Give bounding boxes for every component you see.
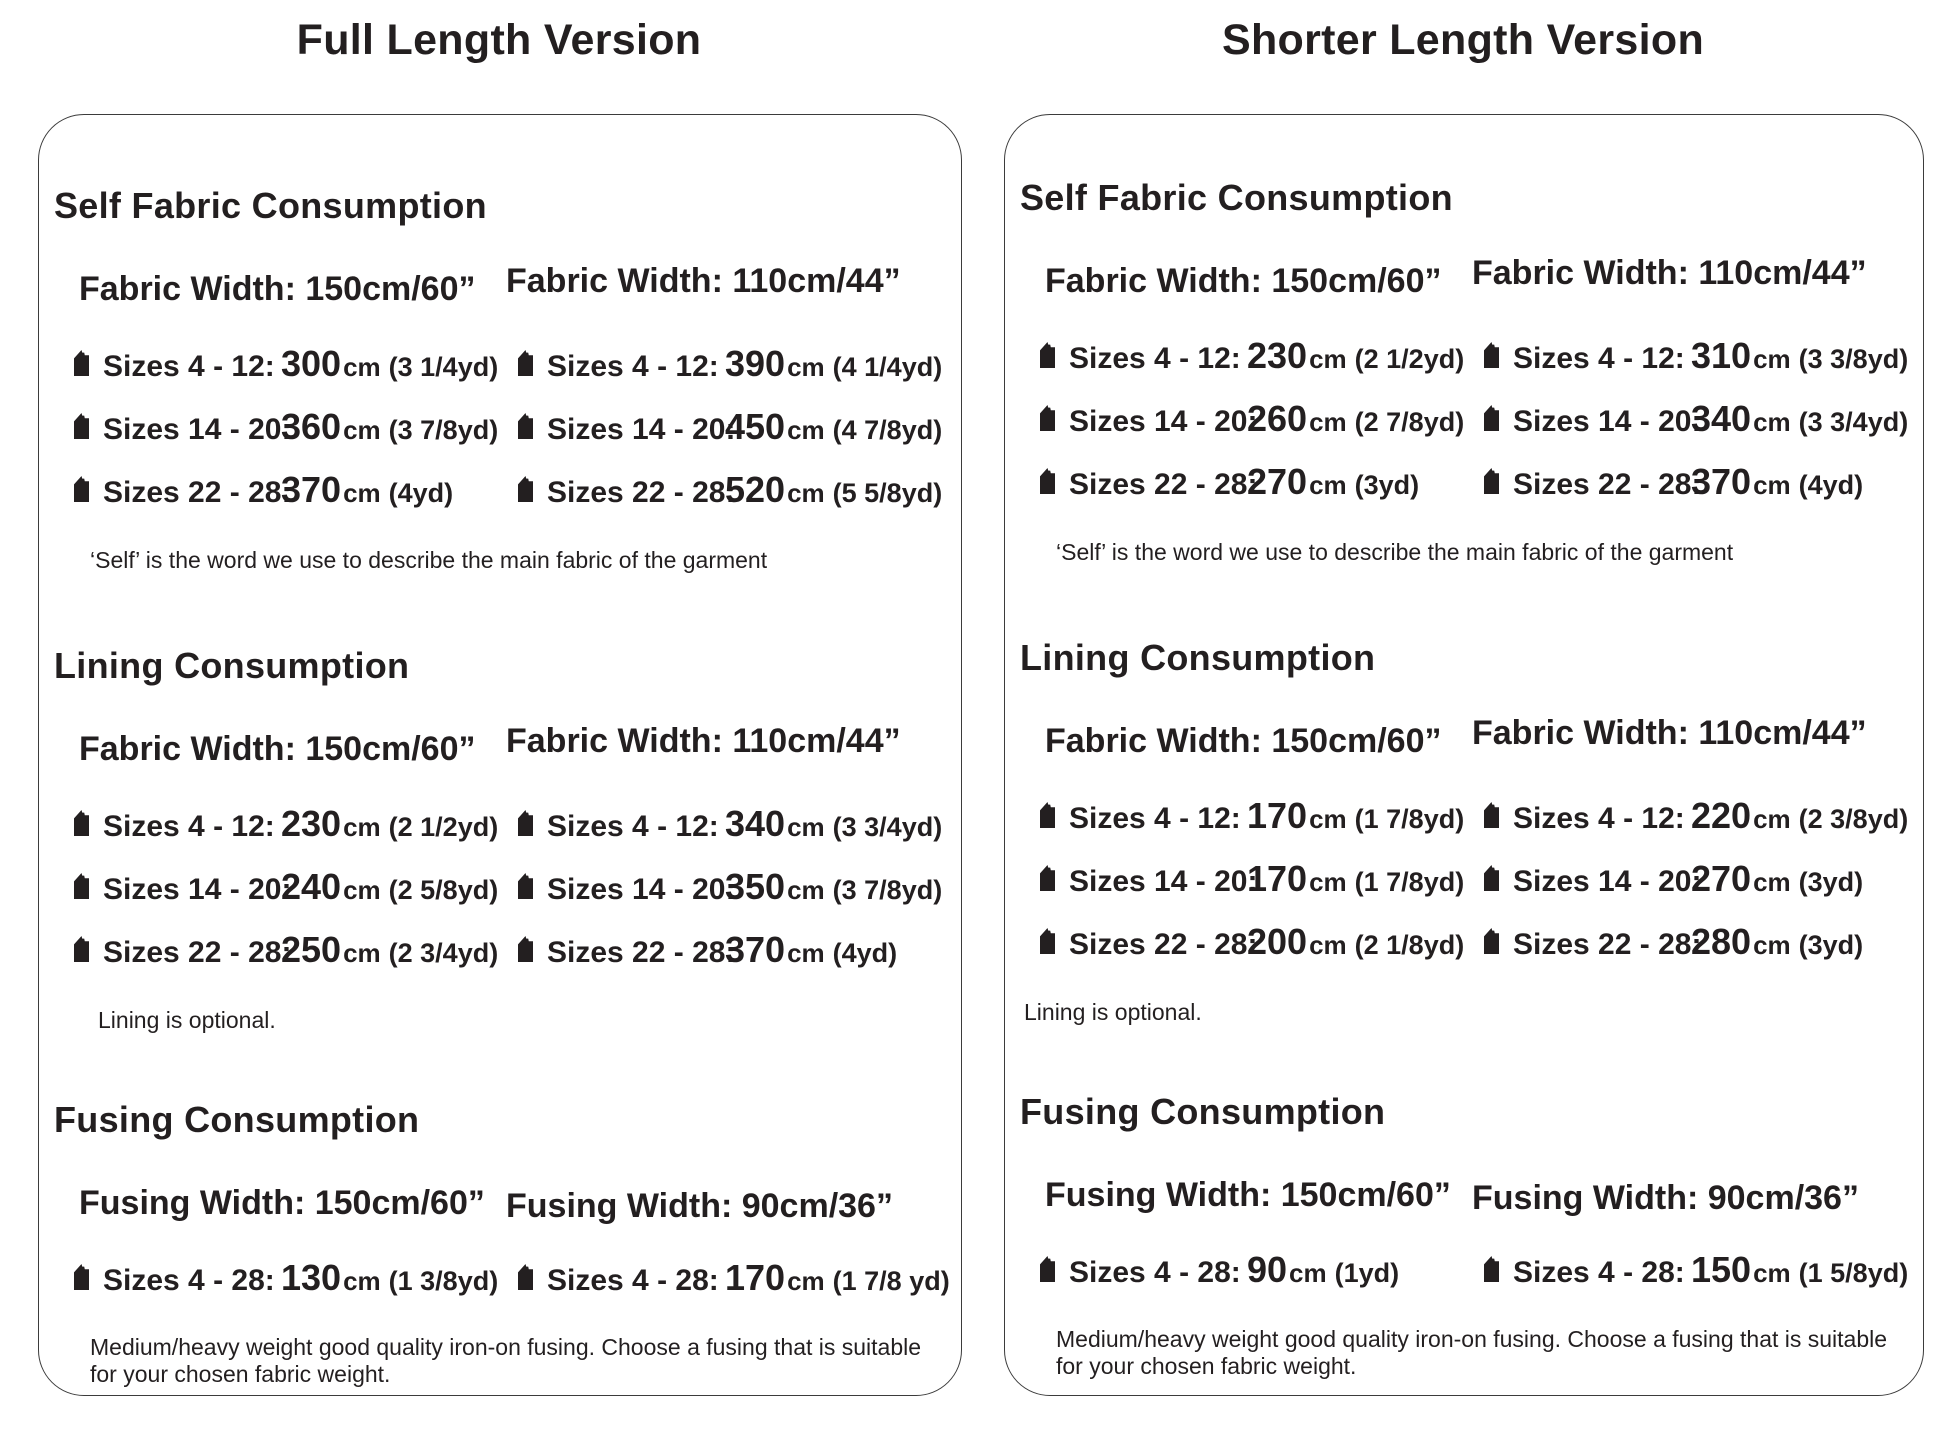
size-row (74, 343, 506, 383)
size-range-label: Sizes 22 - 28: (547, 936, 736, 969)
unit-cm: cm (787, 938, 825, 968)
columns (54, 1185, 951, 1320)
fabric-width-label: Fabric Width: 110cm/44” (506, 262, 901, 300)
panel-title-full-length: Full Length Version (296, 16, 702, 64)
unit-cm: cm (343, 1266, 381, 1296)
length-yd: (5 5/8yd) (832, 478, 943, 508)
fusing-note (1056, 1326, 1913, 1380)
length-cm: 360 (281, 406, 342, 447)
length-cm: 310 (1691, 335, 1752, 376)
size-row (518, 929, 951, 969)
length-cm: 520 (725, 469, 786, 510)
size-row (518, 1257, 951, 1297)
self-fabric-section (54, 187, 951, 574)
length-cm: 340 (1691, 398, 1752, 439)
length-yd: (2 5/8yd) (388, 875, 499, 905)
unit-cm: cm (1753, 867, 1791, 897)
fabric-bolt-icon (1040, 405, 1055, 431)
lining-section (54, 647, 951, 1034)
fabric-bolt-icon (1484, 342, 1499, 368)
fabric-bolt-icon (74, 936, 89, 962)
fabric-bolt-icon (74, 1264, 89, 1290)
section-heading: Fusing Consumption (54, 1099, 420, 1140)
self-fabric-section (1020, 179, 1913, 566)
size-range-label: Sizes 14 - 20: (1069, 405, 1258, 438)
size-range-label: Sizes 4 - 12: (1513, 342, 1685, 375)
shorter-length-panel (1004, 114, 1924, 1396)
fabric-bolt-icon (74, 873, 89, 899)
size-range-label: Sizes 22 - 28: (1513, 928, 1702, 961)
size-range-label: Sizes 4 - 12: (103, 810, 275, 843)
size-range-label: Sizes 4 - 28: (103, 1264, 275, 1297)
size-row (518, 406, 951, 446)
length-yd: (1 7/8yd) (1354, 867, 1465, 897)
length-yd: (3yd) (1354, 470, 1420, 500)
fabric-bolt-icon (1040, 802, 1055, 828)
unit-cm: cm (1309, 804, 1347, 834)
fabric-width-label: Fabric Width: 110cm/44” (1472, 254, 1867, 292)
column-90cm (1472, 1177, 1913, 1312)
size-range-label: Sizes 4 - 12: (1069, 342, 1241, 375)
column-110cm (1472, 714, 1913, 984)
fabric-bolt-icon (74, 350, 89, 376)
length-yd: (1yd) (1334, 1258, 1400, 1288)
lining-note: Lining is optional. (1024, 999, 1202, 1025)
size-row (1040, 921, 1472, 961)
fusing-note-line: Medium/heavy weight good quality iron-on fusing. Choose a fusing that is suitable (1056, 1326, 1888, 1352)
length-yd: (2 1/2yd) (388, 812, 499, 842)
column-110cm (506, 262, 951, 532)
fusing-width-label: Fusing Width: 90cm/36” (1472, 1179, 1859, 1217)
size-range-label: Sizes 22 - 28: (103, 476, 292, 509)
size-row (1484, 921, 1913, 961)
length-yd: (2 3/4yd) (388, 938, 499, 968)
length-yd: (3yd) (1798, 867, 1864, 897)
size-range-label: Sizes 14 - 20: (1513, 865, 1702, 898)
length-cm: 270 (1691, 858, 1752, 899)
size-row (518, 343, 951, 383)
length-cm: 390 (725, 343, 786, 384)
unit-cm: cm (787, 1266, 825, 1296)
lining-section (1020, 639, 1913, 1026)
size-range-label: Sizes 4 - 12: (547, 350, 719, 383)
unit-cm: cm (1753, 1258, 1791, 1288)
length-yd: (4yd) (388, 478, 454, 508)
column-150cm (1020, 1177, 1472, 1312)
fusing-note (90, 1334, 951, 1388)
length-cm: 370 (725, 929, 786, 970)
length-yd: (3 3/4yd) (832, 812, 943, 842)
size-row (1484, 795, 1913, 835)
fusing-section (1020, 1093, 1913, 1380)
length-yd: (2 1/2yd) (1354, 344, 1465, 374)
length-cm: 150 (1691, 1249, 1752, 1290)
unit-cm: cm (343, 352, 381, 382)
unit-cm: cm (343, 938, 381, 968)
length-cm: 260 (1247, 398, 1308, 439)
length-yd: (3yd) (1798, 930, 1864, 960)
fabric-width-label: Fabric Width: 150cm/60” (1045, 262, 1442, 300)
unit-cm: cm (1753, 930, 1791, 960)
size-range-label: Sizes 4 - 28: (1513, 1256, 1685, 1289)
fusing-note-line: for your chosen fabric weight. (1056, 1353, 1357, 1379)
length-yd: (3 3/4yd) (1798, 407, 1909, 437)
lining-note: Lining is optional. (98, 1007, 276, 1033)
size-range-label: Sizes 14 - 20: (1513, 405, 1702, 438)
size-row (1040, 461, 1472, 501)
fusing-width-label: Fusing Width: 90cm/36” (506, 1187, 893, 1225)
size-row (74, 866, 506, 906)
columns (54, 262, 951, 532)
length-yd: (3 3/8yd) (1798, 344, 1909, 374)
column-110cm (1472, 254, 1913, 524)
length-cm: 450 (725, 406, 786, 447)
unit-cm: cm (1309, 407, 1347, 437)
size-range-label: Sizes 4 - 28: (547, 1264, 719, 1297)
length-cm: 170 (725, 1257, 786, 1298)
size-row (1484, 398, 1913, 438)
size-range-label: Sizes 14 - 20: (103, 413, 292, 446)
length-cm: 90 (1247, 1249, 1288, 1290)
length-cm: 240 (281, 866, 342, 907)
size-range-label: Sizes 4 - 12: (103, 350, 275, 383)
length-yd: (2 7/8yd) (1354, 407, 1465, 437)
fabric-bolt-icon (518, 873, 533, 899)
size-range-label: Sizes 14 - 20: (547, 873, 736, 906)
size-row (1040, 398, 1472, 438)
length-cm: 370 (281, 469, 342, 510)
columns (1020, 714, 1913, 984)
length-yd: (4yd) (832, 938, 898, 968)
unit-cm: cm (343, 812, 381, 842)
columns (54, 722, 951, 992)
fabric-width-label: Fabric Width: 110cm/44” (506, 722, 901, 760)
size-row (74, 469, 506, 509)
self-note: ‘Self’ is the word we use to describe the main fabric of the garment (1056, 539, 1734, 565)
length-cm: 200 (1247, 921, 1308, 962)
fabric-bolt-icon (518, 936, 533, 962)
fusing-note-line: Medium/heavy weight good quality iron-on fusing. Choose a fusing that is suitable (90, 1334, 922, 1360)
size-row (74, 1257, 506, 1297)
column-90cm (506, 1185, 951, 1320)
length-yd: (4yd) (1798, 470, 1864, 500)
size-row (518, 866, 951, 906)
length-yd: (4 7/8yd) (832, 415, 943, 445)
unit-cm: cm (343, 415, 381, 445)
length-cm: 250 (281, 929, 342, 970)
self-note: ‘Self’ is the word we use to describe the main fabric of the garment (90, 547, 768, 573)
size-range-label: Sizes 4 - 12: (547, 810, 719, 843)
size-row (1040, 858, 1472, 898)
unit-cm: cm (1309, 344, 1347, 374)
fabric-bolt-icon (1484, 405, 1499, 431)
length-cm: 220 (1691, 795, 1752, 836)
fusing-width-label: Fusing Width: 150cm/60” (1045, 1176, 1451, 1214)
length-cm: 170 (1247, 795, 1308, 836)
length-yd: (4 1/4yd) (832, 352, 943, 382)
size-range-label: Sizes 22 - 28: (1069, 928, 1258, 961)
fusing-section (54, 1101, 951, 1388)
unit-cm: cm (343, 875, 381, 905)
size-row (1484, 335, 1913, 375)
fabric-bolt-icon (74, 810, 89, 836)
column-150cm (54, 271, 506, 532)
unit-cm: cm (787, 478, 825, 508)
fusing-note-line: for your chosen fabric weight. (90, 1361, 391, 1387)
section-heading: Self Fabric Consumption (1020, 177, 1453, 218)
fabric-bolt-icon (74, 413, 89, 439)
panel-title-shorter-length: Shorter Length Version (1221, 16, 1705, 64)
size-range-label: Sizes 14 - 20: (103, 873, 292, 906)
fabric-bolt-icon (1040, 468, 1055, 494)
section-heading: Lining Consumption (1020, 637, 1376, 678)
length-yd: (3 7/8yd) (832, 875, 943, 905)
size-row (74, 929, 506, 969)
length-yd: (3 1/4yd) (388, 352, 499, 382)
unit-cm: cm (1309, 930, 1347, 960)
fabric-bolt-icon (1484, 928, 1499, 954)
length-cm: 170 (1247, 858, 1308, 899)
length-cm: 230 (1247, 335, 1308, 376)
length-cm: 230 (281, 803, 342, 844)
column-150cm (54, 731, 506, 992)
full-length-panel (38, 114, 962, 1396)
fabric-bolt-icon (518, 476, 533, 502)
fabric-bolt-icon (1484, 802, 1499, 828)
length-yd: (3 7/8yd) (388, 415, 499, 445)
unit-cm: cm (1753, 344, 1791, 374)
fabric-bolt-icon (1040, 928, 1055, 954)
length-yd: (1 7/8 yd) (832, 1266, 950, 1296)
columns (1020, 1177, 1913, 1312)
length-cm: 370 (1691, 461, 1752, 502)
size-range-label: Sizes 22 - 28: (103, 936, 292, 969)
fabric-bolt-icon (518, 413, 533, 439)
columns (1020, 254, 1913, 524)
size-row (518, 469, 951, 509)
column-150cm (1020, 723, 1472, 984)
unit-cm: cm (343, 478, 381, 508)
size-range-label: Sizes 22 - 28: (1513, 468, 1702, 501)
fabric-bolt-icon (1484, 1256, 1499, 1282)
length-cm: 350 (725, 866, 786, 907)
fusing-width-label: Fusing Width: 150cm/60” (79, 1184, 485, 1222)
fabric-width-label: Fabric Width: 150cm/60” (1045, 722, 1442, 760)
unit-cm: cm (787, 812, 825, 842)
column-150cm (1020, 263, 1472, 524)
unit-cm: cm (1753, 470, 1791, 500)
length-cm: 340 (725, 803, 786, 844)
length-yd: (1 5/8yd) (1798, 1258, 1909, 1288)
length-yd: (1 7/8yd) (1354, 804, 1465, 834)
unit-cm: cm (787, 415, 825, 445)
unit-cm: cm (1289, 1258, 1327, 1288)
size-row (74, 406, 506, 446)
size-row (1484, 858, 1913, 898)
size-row (518, 803, 951, 843)
length-cm: 280 (1691, 921, 1752, 962)
unit-cm: cm (787, 352, 825, 382)
section-heading: Fusing Consumption (1020, 1091, 1386, 1132)
length-cm: 130 (281, 1257, 342, 1298)
length-cm: 270 (1247, 461, 1308, 502)
fabric-bolt-icon (518, 350, 533, 376)
size-range-label: Sizes 22 - 28: (547, 476, 736, 509)
unit-cm: cm (1309, 470, 1347, 500)
section-heading: Lining Consumption (54, 645, 410, 686)
column-110cm (506, 722, 951, 992)
size-row (1040, 335, 1472, 375)
size-row (74, 803, 506, 843)
fabric-bolt-icon (1040, 1256, 1055, 1282)
fabric-bolt-icon (518, 1264, 533, 1290)
length-cm: 300 (281, 343, 342, 384)
section-heading: Self Fabric Consumption (54, 185, 487, 226)
size-range-label: Sizes 4 - 28: (1069, 1256, 1241, 1289)
fabric-bolt-icon (1040, 342, 1055, 368)
fabric-bolt-icon (1484, 865, 1499, 891)
size-range-label: Sizes 14 - 20: (1069, 865, 1258, 898)
size-range-label: Sizes 4 - 12: (1069, 802, 1241, 835)
fabric-bolt-icon (1040, 865, 1055, 891)
unit-cm: cm (1753, 407, 1791, 437)
size-range-label: Sizes 22 - 28: (1069, 468, 1258, 501)
fabric-bolt-icon (74, 476, 89, 502)
unit-cm: cm (787, 875, 825, 905)
size-range-label: Sizes 14 - 20: (547, 413, 736, 446)
fabric-width-label: Fabric Width: 150cm/60” (79, 730, 476, 768)
size-row (1484, 1249, 1913, 1289)
fabric-width-label: Fabric Width: 110cm/44” (1472, 714, 1867, 752)
length-yd: (2 1/8yd) (1354, 930, 1465, 960)
fabric-bolt-icon (518, 810, 533, 836)
size-range-label: Sizes 4 - 12: (1513, 802, 1685, 835)
fabric-width-label: Fabric Width: 150cm/60” (79, 270, 476, 308)
length-yd: (1 3/8yd) (388, 1266, 499, 1296)
size-row (1484, 461, 1913, 501)
column-150cm (54, 1185, 506, 1320)
unit-cm: cm (1309, 867, 1347, 897)
size-row (1040, 795, 1472, 835)
length-yd: (2 3/8yd) (1798, 804, 1909, 834)
unit-cm: cm (1753, 804, 1791, 834)
size-row (1040, 1249, 1472, 1289)
fabric-bolt-icon (1484, 468, 1499, 494)
